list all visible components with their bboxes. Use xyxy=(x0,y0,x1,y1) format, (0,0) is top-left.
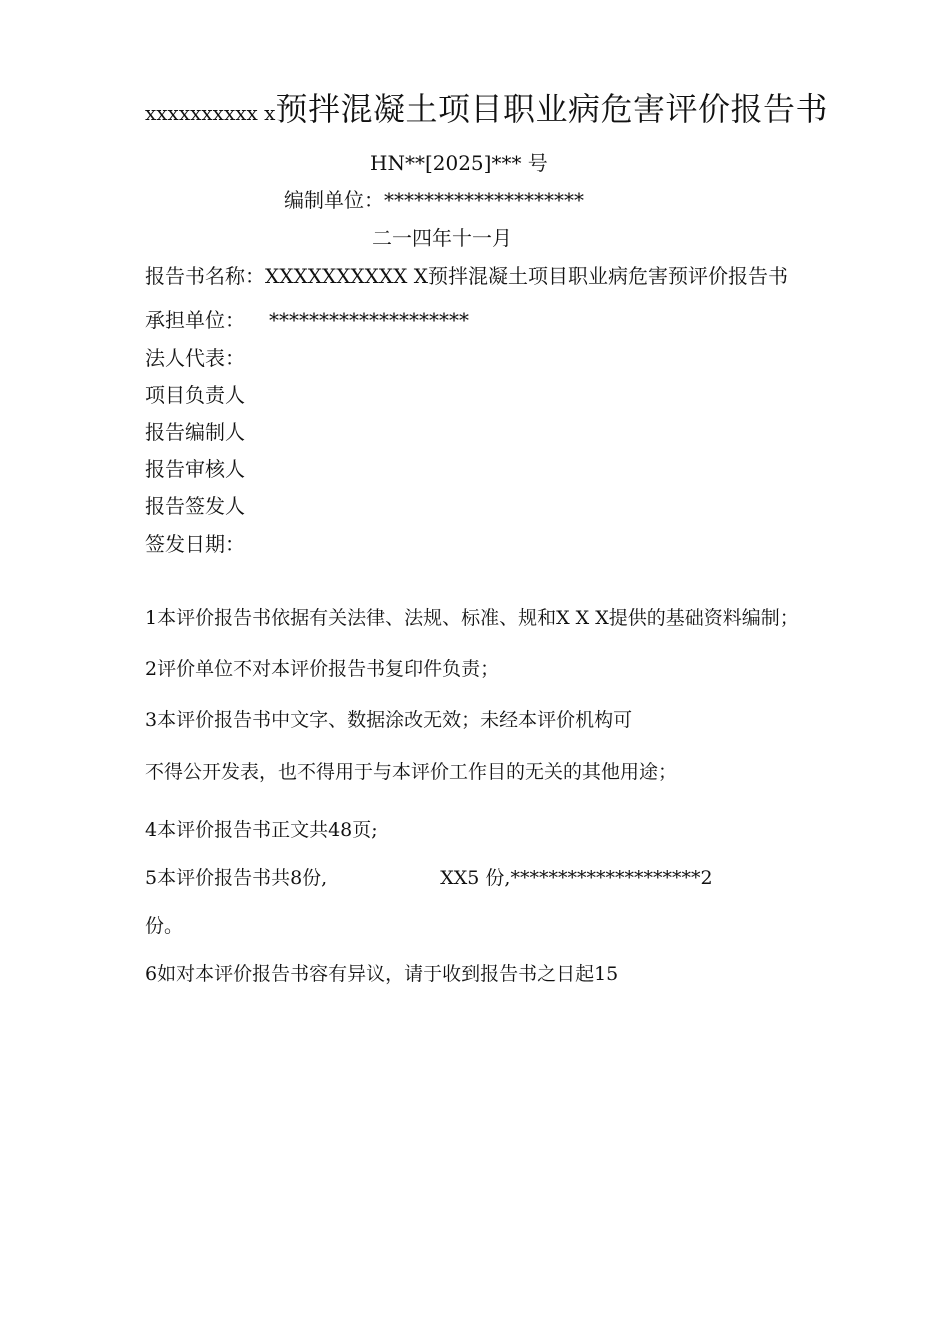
report-number: HN**[2025]*** 号 xyxy=(370,151,548,175)
undertaker-line xyxy=(145,304,469,333)
undertaker-label: 承担单位： xyxy=(145,308,245,332)
title-prefix: xxxxxxxxxx x xyxy=(145,101,276,125)
report-name-label: 报告书名称： xyxy=(145,264,265,288)
report-name-line xyxy=(145,260,788,289)
note-5-part-a: 5本评价报告书共8份, xyxy=(145,867,328,889)
title-main: 预拌混凝土项目职业病危害评价报告书 xyxy=(275,90,828,128)
document-title xyxy=(145,84,828,130)
report-issuer-label: 报告签发人 xyxy=(145,494,245,518)
project-leader-label: 项目负责人 xyxy=(145,383,245,407)
note-3: 3本评价报告书中文字、数据涂改无效；未经本评价机构可 xyxy=(145,709,633,731)
issue-date-label: 签发日期： xyxy=(145,532,245,556)
note-6: 6如对本评价报告书容有异议，请于收到报告书之日起15 xyxy=(145,963,619,985)
undertaker-value: ******************** xyxy=(269,308,469,332)
note-5-continued: 份。 xyxy=(145,915,184,937)
compiler-value: ******************** xyxy=(384,188,584,212)
note-5 xyxy=(145,863,713,890)
note-1: 1本评价报告书依据有关法律、法规、标准、规和X X X提供的基础资料编制； xyxy=(145,607,799,629)
compiler-line xyxy=(284,184,584,213)
note-3-continued: 不得公开发表，也不得用于与本评价工作目的无关的其他用途； xyxy=(145,761,678,783)
report-name-value: XXXXXXXXXX X预拌混凝土项目职业病危害预评价报告书 xyxy=(265,264,788,288)
report-date: 二一四年十一月 xyxy=(372,226,512,250)
legal-rep-label: 法人代表： xyxy=(145,346,245,370)
report-compiler-label: 报告编制人 xyxy=(145,420,245,444)
note-2: 2评价单位不对本评价报告书复印件负责； xyxy=(145,658,500,680)
report-reviewer-label: 报告审核人 xyxy=(145,457,245,481)
note-5-part-b: XX5 份,********************2 xyxy=(440,867,713,889)
note-4: 4本评价报告书正文共48页; xyxy=(145,819,378,841)
compiler-label: 编制单位： xyxy=(284,188,384,212)
